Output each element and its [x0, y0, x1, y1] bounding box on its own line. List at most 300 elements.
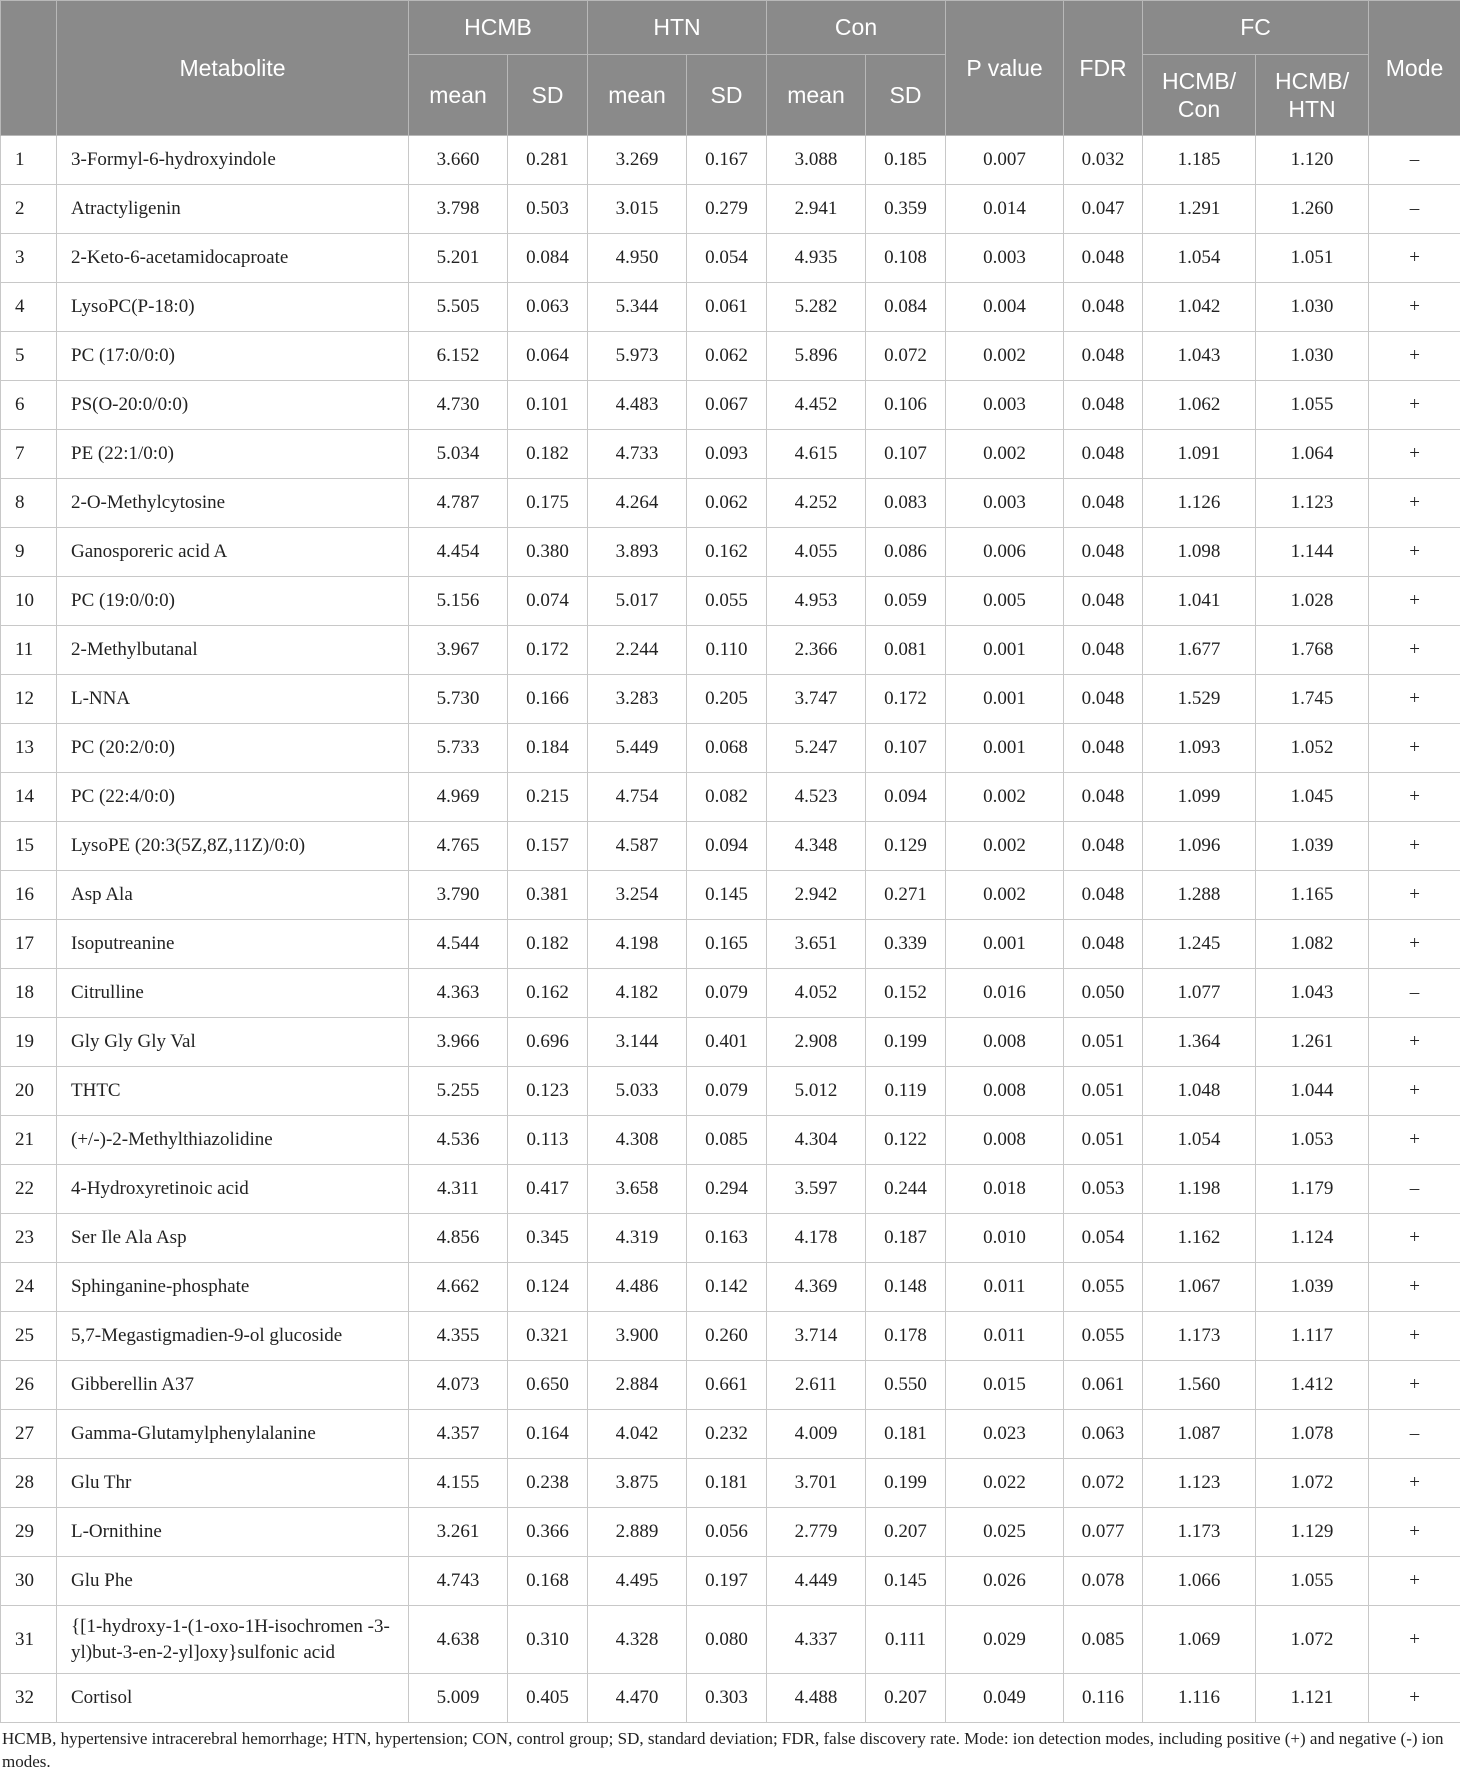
cell-index: 8 — [1, 479, 57, 528]
cell-index: 14 — [1, 773, 57, 822]
cell-mode: + — [1369, 822, 1460, 871]
cell-con-sd: 0.081 — [866, 626, 946, 675]
cell-fc-hcmb-htn: 1.072 — [1256, 1459, 1369, 1508]
cell-fdr: 0.048 — [1064, 479, 1143, 528]
cell-metabolite: 4-Hydroxyretinoic acid — [57, 1165, 409, 1214]
cell-con-mean: 3.714 — [767, 1312, 866, 1361]
cell-fc-hcmb-con: 1.529 — [1143, 675, 1256, 724]
header-fc-hcmb-htn-line1: HCMB/ — [1274, 68, 1350, 94]
cell-htn-sd: 0.167 — [687, 136, 767, 185]
cell-hcmb-mean: 4.765 — [409, 822, 508, 871]
cell-hcmb-mean: 4.363 — [409, 969, 508, 1018]
cell-mode: + — [1369, 1557, 1460, 1606]
header-htn-mean: mean — [588, 55, 687, 136]
cell-con-mean: 4.452 — [767, 381, 866, 430]
cell-htn-sd: 0.661 — [687, 1361, 767, 1410]
cell-p-value: 0.002 — [946, 773, 1064, 822]
cell-htn-mean: 5.033 — [588, 1067, 687, 1116]
cell-hcmb-sd: 0.168 — [508, 1557, 588, 1606]
cell-index: 29 — [1, 1508, 57, 1557]
cell-fc-hcmb-con: 1.077 — [1143, 969, 1256, 1018]
cell-mode: + — [1369, 1508, 1460, 1557]
cell-htn-sd: 0.303 — [687, 1674, 767, 1723]
cell-fdr: 0.048 — [1064, 283, 1143, 332]
table-row — [1, 871, 1460, 920]
cell-p-value: 0.002 — [946, 332, 1064, 381]
cell-metabolite: Gly Gly Gly Val — [57, 1018, 409, 1067]
cell-con-sd: 0.129 — [866, 822, 946, 871]
cell-con-sd: 0.084 — [866, 283, 946, 332]
table-footnote: HCMB, hypertensive intracerebral hemorrhage; HTN, hypertension; CON, control group; SD, standard deviation; FDR, false discovery rate. Mode: ion detection modes, including positive (+) and negative (-) ion modes. — [2, 1729, 1444, 1771]
cell-con-mean: 4.009 — [767, 1410, 866, 1459]
header-fc-hcmb-htn — [1256, 55, 1369, 136]
cell-htn-mean: 5.973 — [588, 332, 687, 381]
cell-htn-sd: 0.163 — [687, 1214, 767, 1263]
cell-hcmb-sd: 0.182 — [508, 920, 588, 969]
cell-con-sd: 0.072 — [866, 332, 946, 381]
cell-metabolite: Glu Phe — [57, 1557, 409, 1606]
cell-htn-mean: 5.449 — [588, 724, 687, 773]
cell-hcmb-mean: 4.638 — [409, 1606, 508, 1674]
header-row-groups — [1, 1, 1460, 55]
cell-fdr: 0.047 — [1064, 185, 1143, 234]
cell-mode: + — [1369, 1214, 1460, 1263]
cell-index: 15 — [1, 822, 57, 871]
cell-p-value: 0.011 — [946, 1263, 1064, 1312]
cell-htn-sd: 0.294 — [687, 1165, 767, 1214]
cell-fdr: 0.051 — [1064, 1018, 1143, 1067]
cell-fdr: 0.048 — [1064, 773, 1143, 822]
cell-htn-mean: 4.483 — [588, 381, 687, 430]
cell-con-mean: 4.178 — [767, 1214, 866, 1263]
cell-fdr: 0.048 — [1064, 675, 1143, 724]
cell-con-sd: 0.207 — [866, 1508, 946, 1557]
header-htn-sd: SD — [687, 55, 767, 136]
cell-fc-hcmb-htn: 1.030 — [1256, 283, 1369, 332]
cell-fc-hcmb-con: 1.096 — [1143, 822, 1256, 871]
cell-htn-sd: 0.056 — [687, 1508, 767, 1557]
cell-fc-hcmb-htn: 1.120 — [1256, 136, 1369, 185]
table-header — [1, 1, 1460, 136]
cell-con-sd: 0.207 — [866, 1674, 946, 1723]
cell-fc-hcmb-con: 1.560 — [1143, 1361, 1256, 1410]
cell-fc-hcmb-htn: 1.768 — [1256, 626, 1369, 675]
cell-mode: + — [1369, 1263, 1460, 1312]
cell-con-sd: 0.199 — [866, 1018, 946, 1067]
cell-con-sd: 0.107 — [866, 724, 946, 773]
cell-mode: + — [1369, 577, 1460, 626]
cell-fdr: 0.048 — [1064, 332, 1143, 381]
cell-fc-hcmb-con: 1.042 — [1143, 283, 1256, 332]
cell-fdr: 0.048 — [1064, 381, 1143, 430]
table-row — [1, 1459, 1460, 1508]
cell-index: 24 — [1, 1263, 57, 1312]
table-row — [1, 1410, 1460, 1459]
cell-mode: + — [1369, 234, 1460, 283]
cell-htn-sd: 0.080 — [687, 1606, 767, 1674]
table-row — [1, 1263, 1460, 1312]
table-row — [1, 969, 1460, 1018]
cell-mode: + — [1369, 430, 1460, 479]
cell-fc-hcmb-con: 1.185 — [1143, 136, 1256, 185]
cell-hcmb-mean: 5.730 — [409, 675, 508, 724]
cell-hcmb-sd: 0.164 — [508, 1410, 588, 1459]
cell-p-value: 0.008 — [946, 1067, 1064, 1116]
cell-con-mean: 4.488 — [767, 1674, 866, 1723]
cell-fc-hcmb-con: 1.098 — [1143, 528, 1256, 577]
cell-fc-hcmb-con: 1.062 — [1143, 381, 1256, 430]
table-row — [1, 283, 1460, 332]
cell-mode: – — [1369, 136, 1460, 185]
cell-hcmb-sd: 0.124 — [508, 1263, 588, 1312]
cell-htn-sd: 0.061 — [687, 283, 767, 332]
cell-htn-sd: 0.232 — [687, 1410, 767, 1459]
cell-htn-mean: 4.733 — [588, 430, 687, 479]
cell-htn-mean: 3.269 — [588, 136, 687, 185]
cell-fc-hcmb-htn: 1.179 — [1256, 1165, 1369, 1214]
cell-htn-mean: 4.319 — [588, 1214, 687, 1263]
cell-fc-hcmb-htn: 1.261 — [1256, 1018, 1369, 1067]
cell-hcmb-mean: 5.255 — [409, 1067, 508, 1116]
cell-metabolite: L-NNA — [57, 675, 409, 724]
cell-p-value: 0.025 — [946, 1508, 1064, 1557]
cell-htn-sd: 0.062 — [687, 479, 767, 528]
table-body — [1, 136, 1460, 1723]
cell-metabolite: Ganosporeric acid A — [57, 528, 409, 577]
cell-htn-mean: 4.495 — [588, 1557, 687, 1606]
cell-p-value: 0.006 — [946, 528, 1064, 577]
cell-mode: + — [1369, 283, 1460, 332]
cell-hcmb-sd: 0.064 — [508, 332, 588, 381]
cell-htn-mean: 4.182 — [588, 969, 687, 1018]
cell-hcmb-sd: 0.215 — [508, 773, 588, 822]
cell-hcmb-sd: 0.321 — [508, 1312, 588, 1361]
cell-mode: + — [1369, 626, 1460, 675]
cell-index: 4 — [1, 283, 57, 332]
cell-fc-hcmb-con: 1.162 — [1143, 1214, 1256, 1263]
cell-p-value: 0.008 — [946, 1018, 1064, 1067]
cell-con-mean: 4.252 — [767, 479, 866, 528]
cell-hcmb-sd: 0.380 — [508, 528, 588, 577]
cell-fdr: 0.061 — [1064, 1361, 1143, 1410]
cell-fc-hcmb-con: 1.126 — [1143, 479, 1256, 528]
cell-fc-hcmb-htn: 1.039 — [1256, 822, 1369, 871]
cell-htn-mean: 4.950 — [588, 234, 687, 283]
cell-fdr: 0.078 — [1064, 1557, 1143, 1606]
cell-htn-mean: 4.486 — [588, 1263, 687, 1312]
cell-fdr: 0.051 — [1064, 1067, 1143, 1116]
cell-fc-hcmb-con: 1.364 — [1143, 1018, 1256, 1067]
cell-p-value: 0.014 — [946, 185, 1064, 234]
cell-hcmb-sd: 0.182 — [508, 430, 588, 479]
cell-fc-hcmb-htn: 1.064 — [1256, 430, 1369, 479]
cell-index: 31 — [1, 1606, 57, 1674]
cell-fc-hcmb-con: 1.048 — [1143, 1067, 1256, 1116]
cell-con-sd: 0.107 — [866, 430, 946, 479]
cell-metabolite: PC (17:0/0:0) — [57, 332, 409, 381]
cell-hcmb-mean: 4.969 — [409, 773, 508, 822]
table-row — [1, 234, 1460, 283]
cell-fc-hcmb-htn: 1.052 — [1256, 724, 1369, 773]
header-fdr: FDR — [1064, 1, 1143, 136]
cell-hcmb-mean: 5.505 — [409, 283, 508, 332]
cell-fc-hcmb-con: 1.123 — [1143, 1459, 1256, 1508]
cell-fc-hcmb-con: 1.198 — [1143, 1165, 1256, 1214]
cell-p-value: 0.026 — [946, 1557, 1064, 1606]
cell-htn-sd: 0.079 — [687, 1067, 767, 1116]
cell-con-sd: 0.106 — [866, 381, 946, 430]
cell-fc-hcmb-con: 1.093 — [1143, 724, 1256, 773]
table-row — [1, 577, 1460, 626]
cell-fc-hcmb-con: 1.245 — [1143, 920, 1256, 969]
cell-fdr: 0.048 — [1064, 871, 1143, 920]
cell-con-sd: 0.199 — [866, 1459, 946, 1508]
table-row — [1, 724, 1460, 773]
cell-metabolite: 3-Formyl-6-hydroxyindole — [57, 136, 409, 185]
cell-metabolite: Cortisol — [57, 1674, 409, 1723]
cell-metabolite: Gibberellin A37 — [57, 1361, 409, 1410]
cell-index: 32 — [1, 1674, 57, 1723]
cell-htn-mean: 4.264 — [588, 479, 687, 528]
cell-fdr: 0.055 — [1064, 1312, 1143, 1361]
cell-fdr: 0.050 — [1064, 969, 1143, 1018]
cell-htn-sd: 0.055 — [687, 577, 767, 626]
cell-fc-hcmb-con: 1.067 — [1143, 1263, 1256, 1312]
cell-metabolite: PS(O-20:0/0:0) — [57, 381, 409, 430]
cell-metabolite: 2-Methylbutanal — [57, 626, 409, 675]
cell-con-sd: 0.094 — [866, 773, 946, 822]
cell-hcmb-mean: 4.155 — [409, 1459, 508, 1508]
cell-fc-hcmb-htn: 1.260 — [1256, 185, 1369, 234]
cell-fc-hcmb-htn: 1.043 — [1256, 969, 1369, 1018]
cell-htn-sd: 0.079 — [687, 969, 767, 1018]
cell-fdr: 0.053 — [1064, 1165, 1143, 1214]
cell-index: 11 — [1, 626, 57, 675]
cell-con-sd: 0.187 — [866, 1214, 946, 1263]
table-row — [1, 136, 1460, 185]
cell-fc-hcmb-htn: 1.144 — [1256, 528, 1369, 577]
cell-htn-mean: 3.254 — [588, 871, 687, 920]
cell-htn-mean: 5.344 — [588, 283, 687, 332]
cell-metabolite: Asp Ala — [57, 871, 409, 920]
cell-hcmb-mean: 4.544 — [409, 920, 508, 969]
cell-htn-sd: 0.068 — [687, 724, 767, 773]
cell-index: 22 — [1, 1165, 57, 1214]
cell-con-sd: 0.083 — [866, 479, 946, 528]
header-metabolite: Metabolite — [57, 1, 409, 136]
cell-mode: + — [1369, 1312, 1460, 1361]
cell-index: 7 — [1, 430, 57, 479]
cell-p-value: 0.002 — [946, 871, 1064, 920]
table-row — [1, 1018, 1460, 1067]
cell-fc-hcmb-htn: 1.030 — [1256, 332, 1369, 381]
cell-htn-mean: 4.754 — [588, 773, 687, 822]
cell-hcmb-mean: 4.357 — [409, 1410, 508, 1459]
cell-fc-hcmb-con: 1.066 — [1143, 1557, 1256, 1606]
cell-hcmb-sd: 0.063 — [508, 283, 588, 332]
cell-con-sd: 0.172 — [866, 675, 946, 724]
table-row — [1, 1214, 1460, 1263]
cell-con-sd: 0.178 — [866, 1312, 946, 1361]
cell-fdr: 0.116 — [1064, 1674, 1143, 1723]
cell-htn-mean: 4.470 — [588, 1674, 687, 1723]
cell-p-value: 0.022 — [946, 1459, 1064, 1508]
cell-metabolite: PC (20:2/0:0) — [57, 724, 409, 773]
cell-fc-hcmb-con: 1.677 — [1143, 626, 1256, 675]
header-index — [1, 1, 57, 136]
cell-hcmb-mean: 3.261 — [409, 1508, 508, 1557]
header-fc-hcmb-con — [1143, 55, 1256, 136]
cell-fc-hcmb-con: 1.069 — [1143, 1606, 1256, 1674]
cell-htn-mean: 4.308 — [588, 1116, 687, 1165]
cell-metabolite: 5,7-Megastigmadien-9-ol glucoside — [57, 1312, 409, 1361]
cell-fc-hcmb-con: 1.087 — [1143, 1410, 1256, 1459]
cell-index: 17 — [1, 920, 57, 969]
cell-htn-sd: 0.162 — [687, 528, 767, 577]
cell-fdr: 0.055 — [1064, 1263, 1143, 1312]
cell-index: 20 — [1, 1067, 57, 1116]
cell-con-sd: 0.108 — [866, 234, 946, 283]
cell-con-sd: 0.119 — [866, 1067, 946, 1116]
cell-con-mean: 2.366 — [767, 626, 866, 675]
cell-htn-sd: 0.165 — [687, 920, 767, 969]
table-row — [1, 528, 1460, 577]
table-row — [1, 675, 1460, 724]
cell-p-value: 0.049 — [946, 1674, 1064, 1723]
cell-htn-mean: 3.875 — [588, 1459, 687, 1508]
cell-fc-hcmb-con: 1.054 — [1143, 234, 1256, 283]
cell-con-mean: 4.052 — [767, 969, 866, 1018]
cell-fc-hcmb-con: 1.043 — [1143, 332, 1256, 381]
table-row — [1, 381, 1460, 430]
table-row — [1, 185, 1460, 234]
cell-p-value: 0.001 — [946, 675, 1064, 724]
cell-mode: + — [1369, 724, 1460, 773]
cell-p-value: 0.004 — [946, 283, 1064, 332]
cell-htn-mean: 4.042 — [588, 1410, 687, 1459]
cell-mode: + — [1369, 1459, 1460, 1508]
cell-fdr: 0.077 — [1064, 1508, 1143, 1557]
cell-metabolite: PE (22:1/0:0) — [57, 430, 409, 479]
cell-htn-mean: 4.198 — [588, 920, 687, 969]
cell-hcmb-mean: 3.967 — [409, 626, 508, 675]
cell-hcmb-mean: 5.201 — [409, 234, 508, 283]
table-row — [1, 1312, 1460, 1361]
cell-index: 26 — [1, 1361, 57, 1410]
cell-fc-hcmb-htn: 1.072 — [1256, 1606, 1369, 1674]
cell-metabolite: LysoPE (20:3(5Z,8Z,11Z)/0:0) — [57, 822, 409, 871]
cell-con-sd: 0.086 — [866, 528, 946, 577]
cell-index: 9 — [1, 528, 57, 577]
cell-fc-hcmb-con: 1.116 — [1143, 1674, 1256, 1723]
cell-p-value: 0.007 — [946, 136, 1064, 185]
cell-index: 25 — [1, 1312, 57, 1361]
header-con-mean: mean — [767, 55, 866, 136]
cell-mode: + — [1369, 675, 1460, 724]
cell-mode: + — [1369, 479, 1460, 528]
cell-fc-hcmb-con: 1.288 — [1143, 871, 1256, 920]
cell-con-sd: 0.185 — [866, 136, 946, 185]
table-row — [1, 430, 1460, 479]
table-row — [1, 1508, 1460, 1557]
cell-p-value: 0.011 — [946, 1312, 1064, 1361]
cell-index: 27 — [1, 1410, 57, 1459]
cell-con-mean: 3.597 — [767, 1165, 866, 1214]
cell-fc-hcmb-con: 1.173 — [1143, 1508, 1256, 1557]
cell-metabolite: THTC — [57, 1067, 409, 1116]
cell-hcmb-mean: 4.073 — [409, 1361, 508, 1410]
header-p-value: P value — [946, 1, 1064, 136]
table-row — [1, 1674, 1460, 1723]
cell-htn-mean: 3.015 — [588, 185, 687, 234]
cell-hcmb-sd: 0.175 — [508, 479, 588, 528]
cell-con-mean: 5.247 — [767, 724, 866, 773]
cell-con-mean: 2.611 — [767, 1361, 866, 1410]
cell-con-mean: 5.896 — [767, 332, 866, 381]
cell-fdr: 0.032 — [1064, 136, 1143, 185]
cell-htn-sd: 0.401 — [687, 1018, 767, 1067]
table-row — [1, 1557, 1460, 1606]
cell-fc-hcmb-con: 1.291 — [1143, 185, 1256, 234]
cell-con-sd: 0.145 — [866, 1557, 946, 1606]
table-row — [1, 1067, 1460, 1116]
cell-metabolite: LysoPC(P-18:0) — [57, 283, 409, 332]
cell-metabolite: 2-O-Methylcytosine — [57, 479, 409, 528]
cell-con-mean: 4.935 — [767, 234, 866, 283]
cell-p-value: 0.023 — [946, 1410, 1064, 1459]
cell-fdr: 0.048 — [1064, 920, 1143, 969]
cell-metabolite: L-Ornithine — [57, 1508, 409, 1557]
cell-fdr: 0.048 — [1064, 234, 1143, 283]
table-row — [1, 626, 1460, 675]
cell-con-mean: 5.282 — [767, 283, 866, 332]
cell-con-mean: 4.304 — [767, 1116, 866, 1165]
cell-htn-sd: 0.067 — [687, 381, 767, 430]
cell-con-sd: 0.111 — [866, 1606, 946, 1674]
cell-mode: + — [1369, 1067, 1460, 1116]
cell-hcmb-sd: 0.366 — [508, 1508, 588, 1557]
cell-p-value: 0.002 — [946, 430, 1064, 479]
table-row — [1, 1165, 1460, 1214]
cell-metabolite: 2-Keto-6-acetamidocaproate — [57, 234, 409, 283]
cell-mode: – — [1369, 969, 1460, 1018]
cell-hcmb-sd: 0.084 — [508, 234, 588, 283]
cell-con-mean: 4.369 — [767, 1263, 866, 1312]
cell-metabolite: Isoputreanine — [57, 920, 409, 969]
cell-hcmb-sd: 0.238 — [508, 1459, 588, 1508]
cell-p-value: 0.003 — [946, 479, 1064, 528]
cell-index: 30 — [1, 1557, 57, 1606]
table-row — [1, 1606, 1460, 1674]
cell-fdr: 0.085 — [1064, 1606, 1143, 1674]
cell-con-mean: 4.348 — [767, 822, 866, 871]
cell-htn-mean: 5.017 — [588, 577, 687, 626]
cell-hcmb-mean: 5.156 — [409, 577, 508, 626]
cell-con-mean: 5.012 — [767, 1067, 866, 1116]
cell-fdr: 0.048 — [1064, 577, 1143, 626]
cell-fdr: 0.072 — [1064, 1459, 1143, 1508]
cell-htn-mean: 3.658 — [588, 1165, 687, 1214]
cell-p-value: 0.029 — [946, 1606, 1064, 1674]
cell-mode: + — [1369, 332, 1460, 381]
table-row — [1, 479, 1460, 528]
cell-con-mean: 2.942 — [767, 871, 866, 920]
cell-fc-hcmb-htn: 1.082 — [1256, 920, 1369, 969]
cell-htn-sd: 0.205 — [687, 675, 767, 724]
cell-con-sd: 0.181 — [866, 1410, 946, 1459]
cell-htn-sd: 0.062 — [687, 332, 767, 381]
cell-mode: + — [1369, 1361, 1460, 1410]
